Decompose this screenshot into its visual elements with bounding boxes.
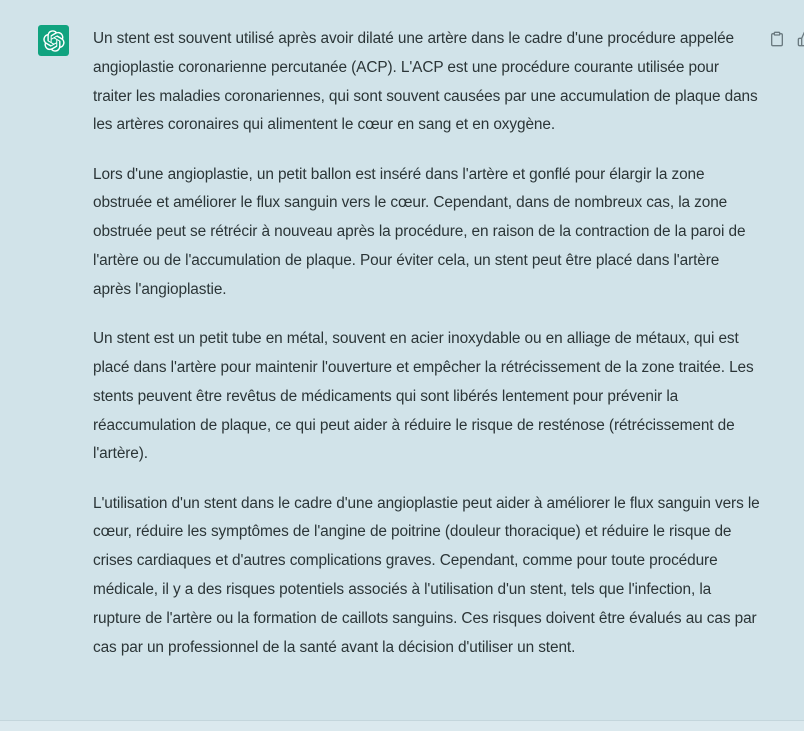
message-actions — [768, 30, 804, 48]
message-paragraph-2: Lors d'une angioplastie, un petit ballon est inséré dans l'artère et gonflé pour élargir la zone obstruée et améliorer le flux sanguin vers le cœur. Cependant, dans de nombreux cas, la zone obstruée peut se rétrécir à nouveau après la procédure, en raison de la contraction de la paroi de l'artère ou de l'accumulation de plaque. Pour éviter cela, un stent peut être placé dans l'artère après l'angioplastie. — [93, 165, 746, 298]
message-paragraph-4: L'utilisation d'un stent dans le cadre d'une angioplastie peut aider à améliorer le flux sanguin vers le cœur, réduire les symptômes de l'angine de poitrine (douleur thoracique) et réduire le risque de crises cardiaques et d'autres complications graves. Cependant, comme pour toute procédure médicale, il y a des risques potentiels associés à l'utilisation d'un stent, tels que l'infection, la rupture de l'artère ou la formation de caillots sanguins. Ces risques doivent être évalués au cas par cas par un professionnel de la santé avant la décision d'utiliser un stent. — [93, 494, 760, 656]
copy-button[interactable] — [768, 30, 786, 48]
assistant-avatar — [38, 25, 69, 56]
thumbs-up-icon — [797, 31, 804, 47]
assistant-message-content — [93, 25, 761, 683]
bottom-divider — [0, 720, 804, 731]
message-paragraph-1: Un stent est souvent utilisé après avoir dilaté une artère dans le cadre d'une procédure appelée angioplastie coronarienne percutanée (ACP). L'ACP est une procédure courante utilisée pour traiter les maladies coronariennes, qui sont souvent causées par une accumulation de plaque dans les artères coronaires qui alimentent le cœur en sang et en oxygène. — [93, 30, 758, 134]
thumbs-up-button[interactable] — [796, 30, 804, 48]
message-paragraph-3: Un stent est un petit tube en métal, souvent en acier inoxydable ou en alliage de métaux, qui est placé dans l'artère pour maintenir l'ouverture et empêcher la rétrécissement de la zone traitée. Les stents peuvent être revêtus de médicaments qui sont libérés lentement pour prévenir la réaccumulation de plaque, ce qui peut aider à réduire le risque de resténose (rétrécissement de l'artère). — [93, 330, 754, 463]
clipboard-icon — [769, 31, 785, 47]
openai-logo-icon — [43, 30, 65, 52]
